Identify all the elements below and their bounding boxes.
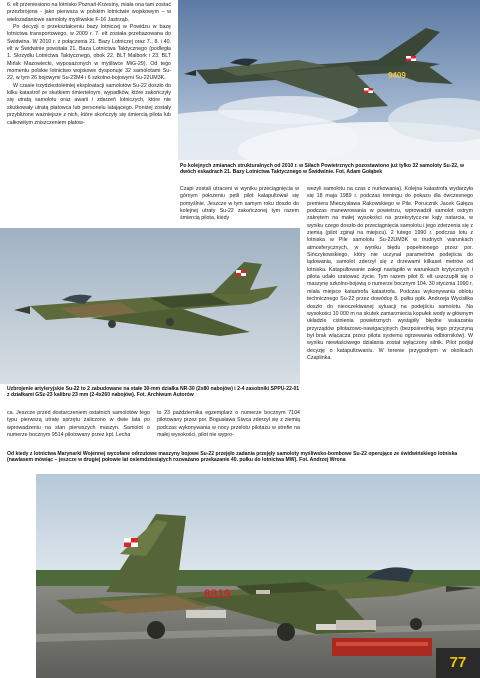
column2-bottom-text (157, 410, 300, 448)
paragraph: W czasie trzydziestoletniej eksploatacji samolotów Su-22 doszło do kilku katastrof ze skutkiem śmiertelnym, wypadków, które zakończyły się utratą samolotu oraz awarii i zdarzeń lotniczych, które nie skutkowały utratą płatowca lub personelu latającego. Poniżej zostały przybliżone ważniejsze z nich, które skończyły się śmiercią pilota lub całkowitym zniszczeniem płatow- (7, 82, 171, 126)
photo-su22-in-flight-clouds (178, 0, 480, 160)
paragraph: Czapi zostali utraceni w wyniku przeciągnięcia w górnym położeniu pętli pilot katapultował się pomyślnie. Jeszcze w tym samym roku doszło do kolejnej utraty Su-22 zakończonej tym razem śmiercią pilota, kiedy (180, 186, 299, 222)
paragraph: 6. elt przeniesiono na lotnisko Poznań-Krzesiny, miała ona tam zostać przezbrojona - jako pierwsza w polskim lotnictwie wojskowym – w wielozadaniowe samoloty myśliwskie F-16 Jastrząb. (7, 2, 171, 23)
page-number: 77 (436, 648, 480, 678)
paragraph: ca. Jeszcze przed dostarczeniem ostatnich samolotów tego typu pierwszą utratę sprzętu zaliczono w dwie lata po wprowadzeniu na stan pierwszych maszyn. Samolot o numerze bocznym 9514 pilotowany przez kpt. Lecha (7, 410, 150, 439)
column1-bottom-text (7, 410, 150, 448)
tail-number-top: 9409 (388, 71, 406, 80)
paragraph: to 23 października egzemplarz o numerze bocznym 7104 pilotowany przez por. Bogusława Siwca zderzył się z ziemią podczas wykonywania w nocy przelotu pilotażu w strefie na małej wysokości, pilot nie wypro- (157, 410, 300, 439)
paragraph: Po decyzji o przekształceniu bazy lotniczej w Powidzu w bazę lotnictwa transportowego, w 2009 r. 7. elt została przebazowana do Świdwina. W 2010 r. z połączenia 21. Bazy Lotniczej oraz 7., 8. i 40. elt w Świdwinie powstała 21. Baza Lotnictwa Taktycznego (podległa 1. Skrzydłu Lotnictwa Taktycznego, obok 22. BLT Malbork i 23. BLT Mińsk Mazowiecki, wyposażonych w myśliwce MiG-29). Od tego momentu polskie lotnictwo wojskowe dysponuje 32 samolotami Su-22, w tym 26 bojowymi Su-22M4 i 6 szkolno-bojowymi Su-22UM3K. (7, 24, 171, 82)
caption-top-right: Po kolejnych zmianach strukturalnych od 2010 r. w Siłach Powietrznych pozostawiono już tylko 32 samoloty Su-22, w dwóch eskadrach 21. Bazy Lotnictwa Taktycznego w Świdwinie. Fot. Adam Gołąbek (180, 163, 464, 176)
photo-su22-on-tarmac (36, 474, 480, 678)
tail-number-bottom: 8819 (204, 587, 231, 601)
caption-bottom: Od kiedy z lotnictwa Marynarki Wojennej wycofane odrzutowe maszyny bojowe Su-22 przejęło zadania przejęły samoloty myśliwsko-bombowe Su-22 operujące ze świdwińskiego lotniska (nawiasem mówiąc – jeszcze w drugiej połowie lat osiemdziesiątych rozważano przekazanie 40. pułku do lotnictwa MW). Fot. Andrzej Wrona (7, 451, 458, 464)
column1-top-text (7, 2, 171, 244)
paragraph: wezyli samolotu na czas z nurkowania). Kolejna katastrofa wydarzyła się 18 maja 1989 r. podczas treningu do pokazu dla ówczesnego premiera Mieczysława Rakowskiego w Pile. Porucznik Jacek Gałęza podczas manewrowania w powietrzu, wprowadził samolot ostrym zakrętem na małej wysokości na przekrytycz-ne kąty natarcia, w wyniku czego doszło do przeciągnięcia samolotu i jego zderzenia się z ziemią (pilot zginął na miejscu). 2 lutego 1990 r. podczas lotu z lotniska w Pile samolotu Su-22UM3K w trudnych warunkach atmosferycznych, w wyniku błędu popełnionego przez por. Sińczykowskiego, który nie uczynał parametrów podejścia do lądowania, samolot zderzył się z drzewami kilkaset metrów od lotniska. Katapultowanie załogi nastąpiło w warunkach krytycznych i pilota udało uratować życie. Tym razem pilot 8. elt uszczuplił się o maszynę szkolno-bojową o numerze bocznym 104. 30 stycznia 1990 r. miała miejsce katastrofa katastrofa. Podczas wykonywania oblotu technicznego Su-22 przez dowódcę 8. pułku ppłk. Andrzeja Wycisłika doszło do nieoczekiwanej sytuacji na podejściu samolotu. Na wysokości 10 000 m na skutek zamarzniecia kopułek wody w głównym układzie ciśnienia powietrznych wystąpiły błędne wskazania przyrządów pilotażowo-nawigacyjnych (bezpośrednią tego przyczyną był brak wlącacza przez pilota systemu ogrzewania odbiorników). W wyniku niewłaściwego działania został wyłączony silnik. Pilot podjął decyzję o katapultowaniu. W terenie przygodnym w okolicach Czaplinka. (307, 186, 473, 361)
column2-mid-text (180, 186, 299, 226)
photo-su22-camouflage-flight (0, 228, 300, 384)
caption-mid-left: Uzbrojenie artyleryjskie Su-22 to 2 zabudowane na stałe 30-mm działka NR-30 (2x80 nabojów) i 2-4 zasobniki SPPU-22-01 z działkami GSz-23 kalibru 23 mm (2-4x260 nabojów). Fot. Archiwum Autorów (7, 386, 300, 399)
column3-text (307, 186, 473, 440)
